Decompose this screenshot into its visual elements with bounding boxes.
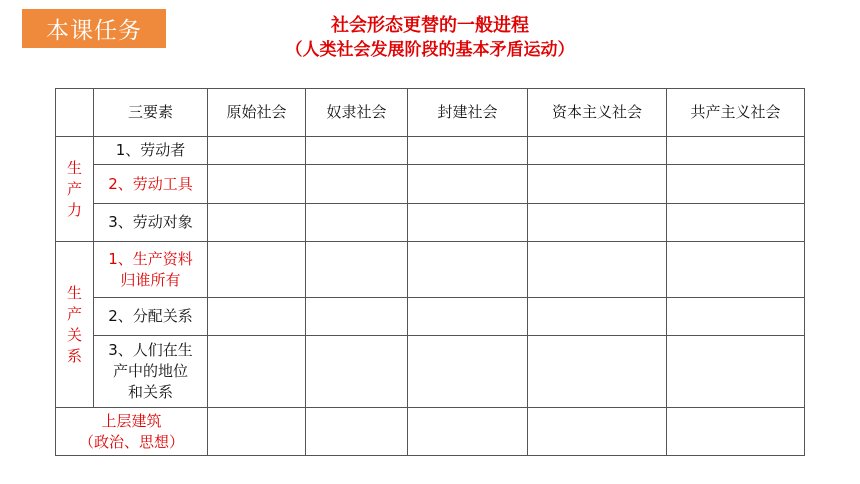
table-row: [56, 204, 805, 242]
cell: [528, 165, 667, 204]
cell: [408, 408, 528, 456]
table-row: [56, 408, 805, 456]
cell: [306, 204, 408, 242]
social-forms-table: [55, 88, 805, 456]
production-relations-label: 生 产 关 系: [56, 242, 94, 408]
title-line1: 社会形态更替的一般进程: [331, 15, 529, 36]
cell: [306, 137, 408, 165]
cell: [528, 242, 667, 298]
header-cell: 资本主义社会: [528, 89, 667, 137]
task-badge: 本课任务: [22, 9, 166, 48]
cell: [667, 137, 805, 165]
cell: [667, 204, 805, 242]
cell: [306, 242, 408, 298]
cell: [306, 165, 408, 204]
row-label: 1、劳动者: [94, 137, 208, 165]
cell: [408, 336, 528, 408]
cell: [528, 298, 667, 336]
cell: [528, 336, 667, 408]
cell: [208, 408, 306, 456]
row-label: 1、生产资料 归谁所有: [94, 242, 208, 298]
header-cell: 共产主义社会: [667, 89, 805, 137]
cell: [306, 336, 408, 408]
cell: [208, 336, 306, 408]
row-label: 2、分配关系: [94, 298, 208, 336]
cell: [408, 204, 528, 242]
header-cell: 原始社会: [208, 89, 306, 137]
cell: [667, 336, 805, 408]
table-row: [56, 298, 805, 336]
cell: [528, 408, 667, 456]
cell: [306, 298, 408, 336]
header-row: [56, 89, 805, 137]
header-cell: 奴隶社会: [306, 89, 408, 137]
cell: [408, 165, 528, 204]
cell: [208, 204, 306, 242]
cell: [408, 298, 528, 336]
cell: [208, 242, 306, 298]
table-row: [56, 336, 805, 408]
header-cell: 封建社会: [408, 89, 528, 137]
row-label: 3、劳动对象: [94, 204, 208, 242]
row-label: 3、人们在生 产中的地位 和关系: [94, 336, 208, 408]
cell: [208, 137, 306, 165]
table-row: [56, 137, 805, 165]
corner-cell: [56, 89, 94, 137]
header-cell: 三要素: [94, 89, 208, 137]
cell: [667, 408, 805, 456]
cell: [528, 137, 667, 165]
row-label: 2、劳动工具: [94, 165, 208, 204]
cell: [208, 298, 306, 336]
cell: [667, 298, 805, 336]
cell: [528, 204, 667, 242]
title-line2: （人类社会发展阶段的基本矛盾运动）: [285, 40, 575, 60]
cell: [667, 165, 805, 204]
cell: [408, 137, 528, 165]
superstructure-label: 上层建筑 （政治、思想）: [56, 408, 208, 456]
cell: [667, 242, 805, 298]
cell: [208, 165, 306, 204]
table-row: [56, 165, 805, 204]
cell: [408, 242, 528, 298]
cell: [306, 408, 408, 456]
table-row: [56, 242, 805, 298]
productive-forces-label: 生 产 力: [56, 137, 94, 242]
slide-title: [230, 14, 630, 62]
